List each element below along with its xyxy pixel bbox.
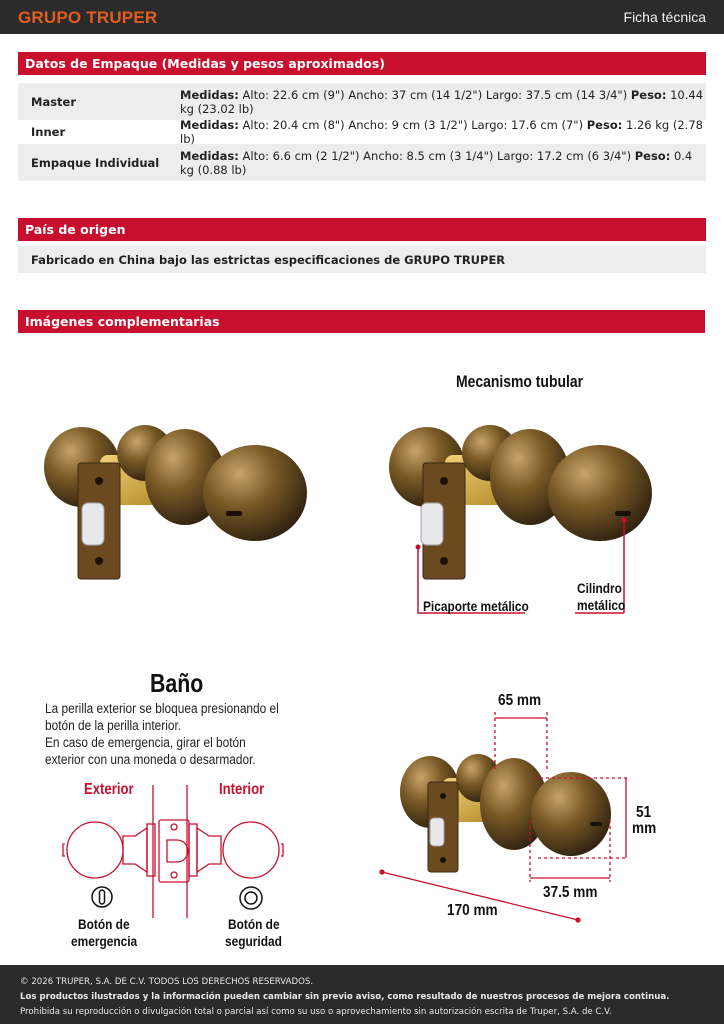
table-row (18, 83, 706, 120)
sheet-title: Ficha técnica (623, 9, 706, 25)
dim-backset: 65 mm (498, 692, 542, 709)
callout-latch: Picaporte metálico (423, 598, 529, 614)
row-value: Medidas: Alto: 22.6 cm (9") Ancho: 37 cm (14 1/2") Largo: 37.5 cm (14 3/4") Peso: 10.44 kg (23.02 lb) (180, 87, 704, 116)
footer-notice: Los productos ilustrados y la información pueden cambiar sin previo aviso, como resultado de nuestros procesos de mejora continua. (20, 992, 670, 1002)
bath-desc-1: La perilla exterior se bloquea presionando el botón de la perilla interior. (45, 701, 279, 733)
dim-height-2: mm (632, 820, 657, 837)
row-value: Medidas: Alto: 20.4 cm (8") Ancho: 9 cm (3 1/2") Largo: 17.6 cm (7") Peso: 1.26 kg (2.78 lb) (180, 118, 703, 146)
mechanism-title: Mecanismo tubular (456, 372, 584, 391)
bath-description (45, 700, 283, 768)
dim-length: 170 mm (447, 902, 498, 919)
top-bar (0, 0, 724, 34)
row-label: Inner (31, 125, 66, 139)
table-row (18, 120, 706, 144)
bath-desc-2: En caso de emergencia, girar el botón exterior con una moneda o desarmador. (45, 735, 256, 767)
footer (0, 965, 724, 1024)
table-row (18, 144, 706, 181)
dim-diameter: 37.5 mm (543, 884, 598, 901)
row-label: Master (31, 94, 77, 109)
security-button-label-2: seguridad (225, 933, 282, 949)
section-images: Imágenes complementarias (18, 310, 705, 333)
security-button-label-1: Botón de (228, 916, 280, 932)
callout-cylinder-line-2: metálico (577, 597, 626, 613)
emergency-button-icon (91, 886, 113, 908)
security-button-icon (239, 886, 263, 910)
bath-title: Baño (150, 668, 204, 698)
emergency-button-label-2: emergencia (71, 933, 138, 949)
knob-lock-mechanism-photo (385, 415, 665, 620)
knob-dimensions-photo (378, 712, 653, 932)
interior-label: Interior (219, 781, 265, 798)
packaging-table (18, 83, 706, 181)
callout-cylinder-line-1: Cilindro (577, 580, 622, 596)
section-packaging: Datos de Empaque (Medidas y pesos aproximados) (18, 52, 706, 75)
brand-logo: GRUPO TRUPER (18, 8, 158, 27)
section-origin: País de origen (18, 218, 706, 241)
origin-text: Fabricado en China bajo las estrictas especificaciones de GRUPO TRUPER (18, 246, 706, 273)
footer-legal: Prohibida su reproducción o divulgación total o parcial así como su uso o aprovechamiento sin autorización escrita de Truper, S.A. de C.V. (20, 1007, 612, 1017)
knob-lock-photo (40, 415, 310, 585)
emergency-button-label-1: Botón de (78, 916, 130, 932)
row-label: Empaque Individual (31, 155, 160, 170)
row-value: Medidas: Alto: 6.6 cm (2 1/2") Ancho: 8.5 cm (3 1/4") Largo: 17.2 cm (6 3/4") Peso: 0.4 kg (0.88 lb) (180, 148, 693, 177)
footer-copyright: © 2026 TRUPER, S.A. DE C.V. TODOS LOS DERECHOS RESERVADOS. (20, 977, 314, 987)
dim-height-1: 51 (636, 804, 652, 821)
exterior-label: Exterior (84, 781, 134, 798)
